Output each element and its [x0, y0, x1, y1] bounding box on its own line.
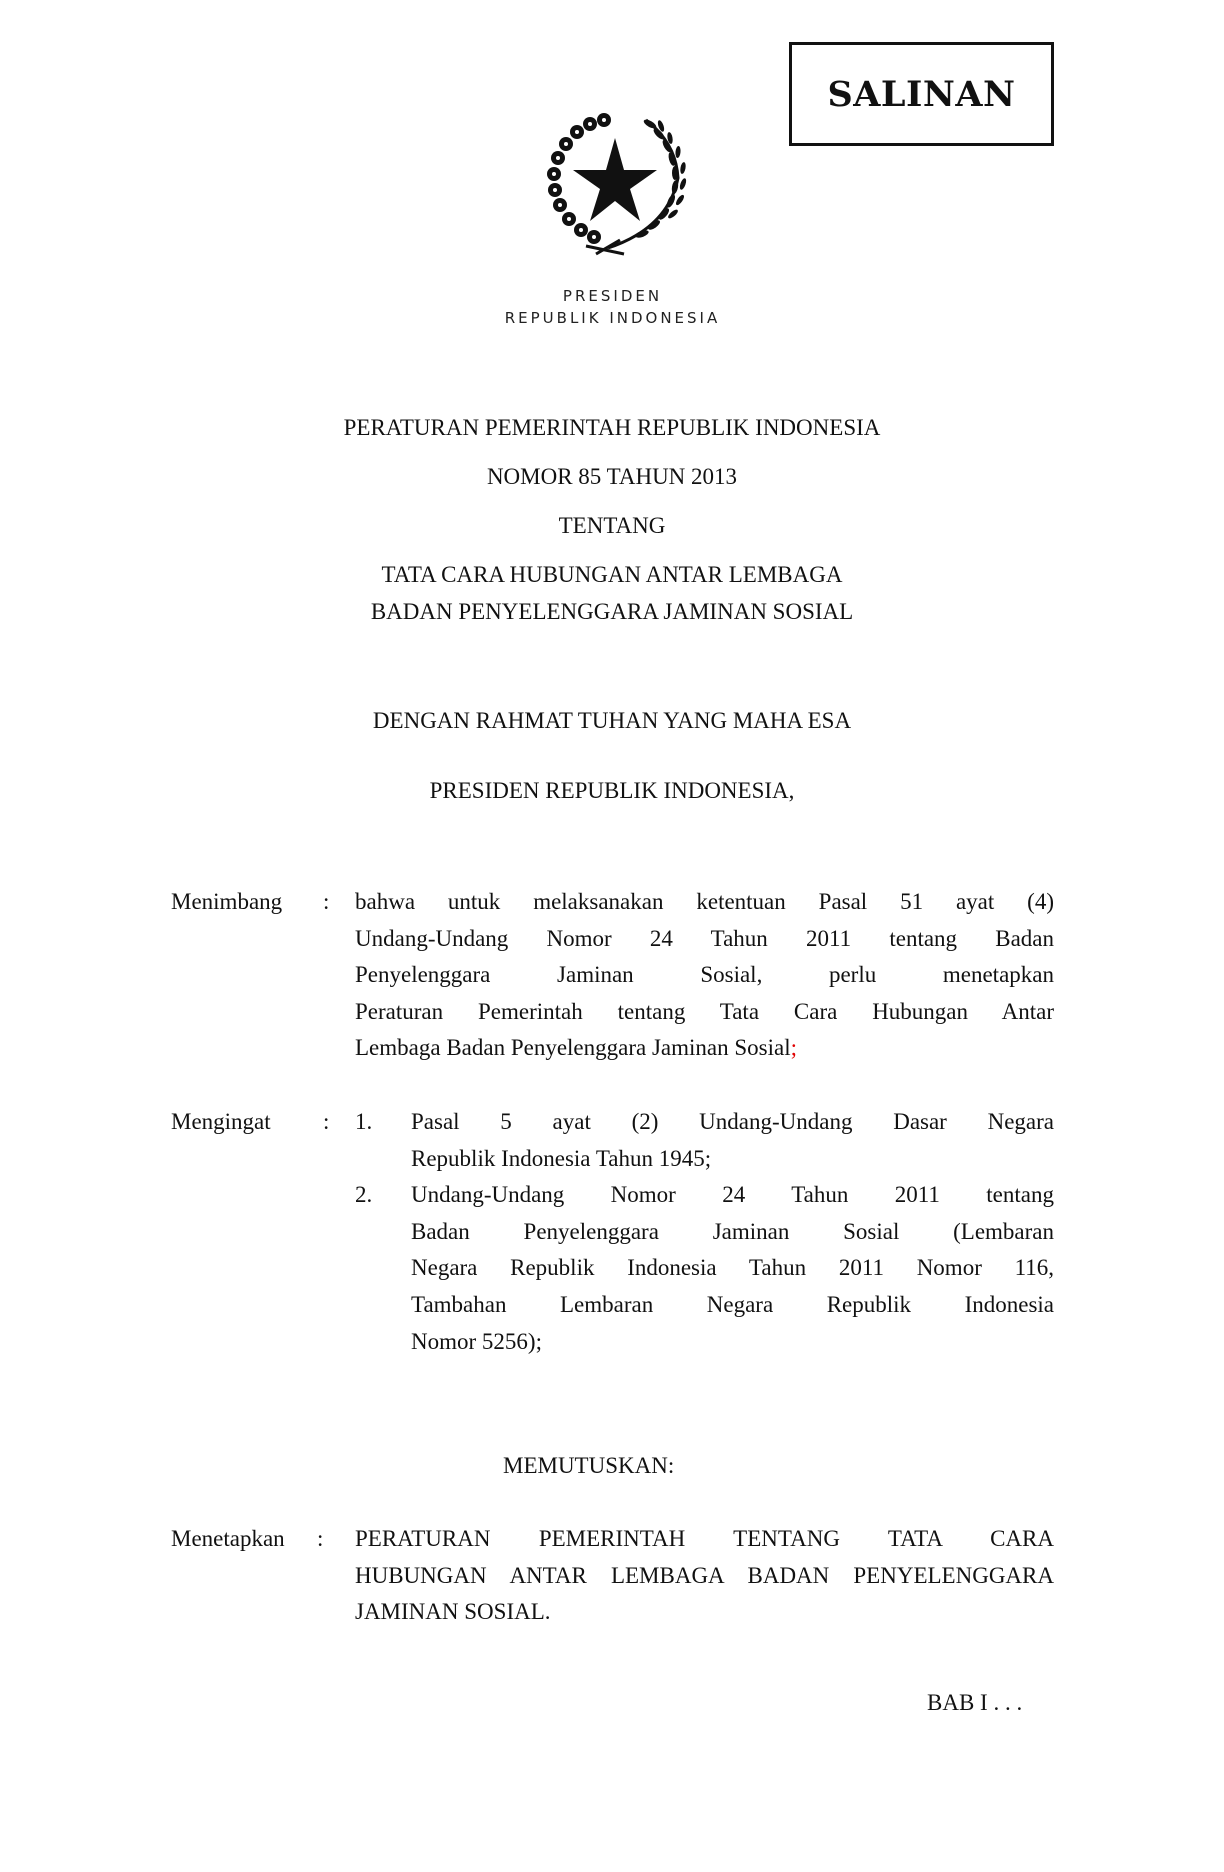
mengingat-section	[171, 1104, 1054, 1364]
menimbang-line: bahwa untuk melaksanakan ketentuan Pasal 51 ayat (4)	[355, 889, 1054, 914]
salinan-stamp	[789, 42, 1054, 146]
menetapkan-colon: :	[317, 1526, 324, 1551]
menetapkan-label: Menetapkan	[171, 1526, 285, 1551]
memutuskan-heading: MEMUTUSKAN:	[503, 1453, 675, 1478]
regulation-subject-line1: TATA CARA HUBUNGAN ANTAR LEMBAGA	[381, 562, 843, 587]
menimbang-line: Penyelenggara Jaminan Sosial, perlu menetapkan	[355, 962, 1054, 988]
mengingat-item-2	[355, 1177, 1054, 1360]
menimbang-line: Lembaga Badan Penyelenggara Jaminan Sosial	[355, 1035, 791, 1061]
item-line: Pasal 5 ayat (2) Undang-Undang Dasar Negara	[411, 1109, 1054, 1134]
issuer-line: PRESIDEN REPUBLIK INDONESIA,	[429, 778, 795, 803]
regulation-tentang: TENTANG	[558, 513, 666, 538]
item-line: Undang-Undang Nomor 24 Tahun 2011 tentang	[411, 1182, 1054, 1208]
menimbang-end-mark: ;	[790, 1035, 797, 1061]
item-number: 1.	[355, 1109, 373, 1134]
item-line: Negara Republik Indonesia Tahun 2011 Nomor 116,	[411, 1255, 1054, 1281]
menetapkan-line: HUBUNGAN ANTAR LEMBAGA BADAN PENYELENGGARA	[355, 1562, 1054, 1588]
menimbang-body	[355, 884, 1054, 1067]
menetapkan-line: JAMINAN SOSIAL.	[355, 1599, 551, 1625]
salinan-label: SALINAN	[827, 73, 1016, 115]
blessing-line: DENGAN RAHMAT TUHAN YANG MAHA ESA	[372, 708, 852, 733]
menimbang-colon: :	[323, 889, 330, 914]
presidential-seal-icon	[538, 108, 692, 256]
menetapkan-section	[171, 1521, 1054, 1641]
menimbang-section	[171, 884, 1054, 1074]
letterhead-presiden: PRESIDEN	[562, 287, 663, 305]
item-line: Republik Indonesia Tahun 1945;	[411, 1145, 712, 1171]
item-line: Nomor 5256);	[411, 1328, 542, 1354]
menimbang-line: Peraturan Pemerintah tentang Tata Cara Hubungan Antar	[355, 998, 1054, 1024]
menetapkan-body	[355, 1521, 1054, 1631]
menimbang-line: Undang-Undang Nomor 24 Tahun 2011 tentang Badan	[355, 925, 1054, 951]
regulation-title: PERATURAN PEMERINTAH REPUBLIK INDONESIA	[343, 415, 881, 440]
menetapkan-line: PERATURAN PEMERINTAH TENTANG TATA CARA	[355, 1526, 1054, 1551]
item-line: Tambahan Lembaran Negara Republik Indonesia	[411, 1291, 1054, 1317]
mengingat-label: Mengingat	[171, 1109, 271, 1134]
item-number: 2.	[355, 1182, 373, 1208]
menimbang-last-line	[355, 1030, 1054, 1067]
regulation-subject-line2: BADAN PENYELENGGARA JAMINAN SOSIAL	[370, 599, 854, 624]
letterhead-republik: REPUBLIK INDONESIA	[504, 309, 721, 327]
regulation-number: NOMOR 85 TAHUN 2013	[486, 464, 738, 489]
mengingat-item-1	[355, 1104, 1054, 1177]
menimbang-label: Menimbang	[171, 889, 283, 914]
item-line: Badan Penyelenggara Jaminan Sosial (Lembaran	[411, 1218, 1054, 1244]
page-continuation: BAB I . . .	[927, 1690, 1023, 1715]
mengingat-colon: :	[323, 1109, 330, 1134]
mengingat-list	[355, 1104, 1054, 1360]
